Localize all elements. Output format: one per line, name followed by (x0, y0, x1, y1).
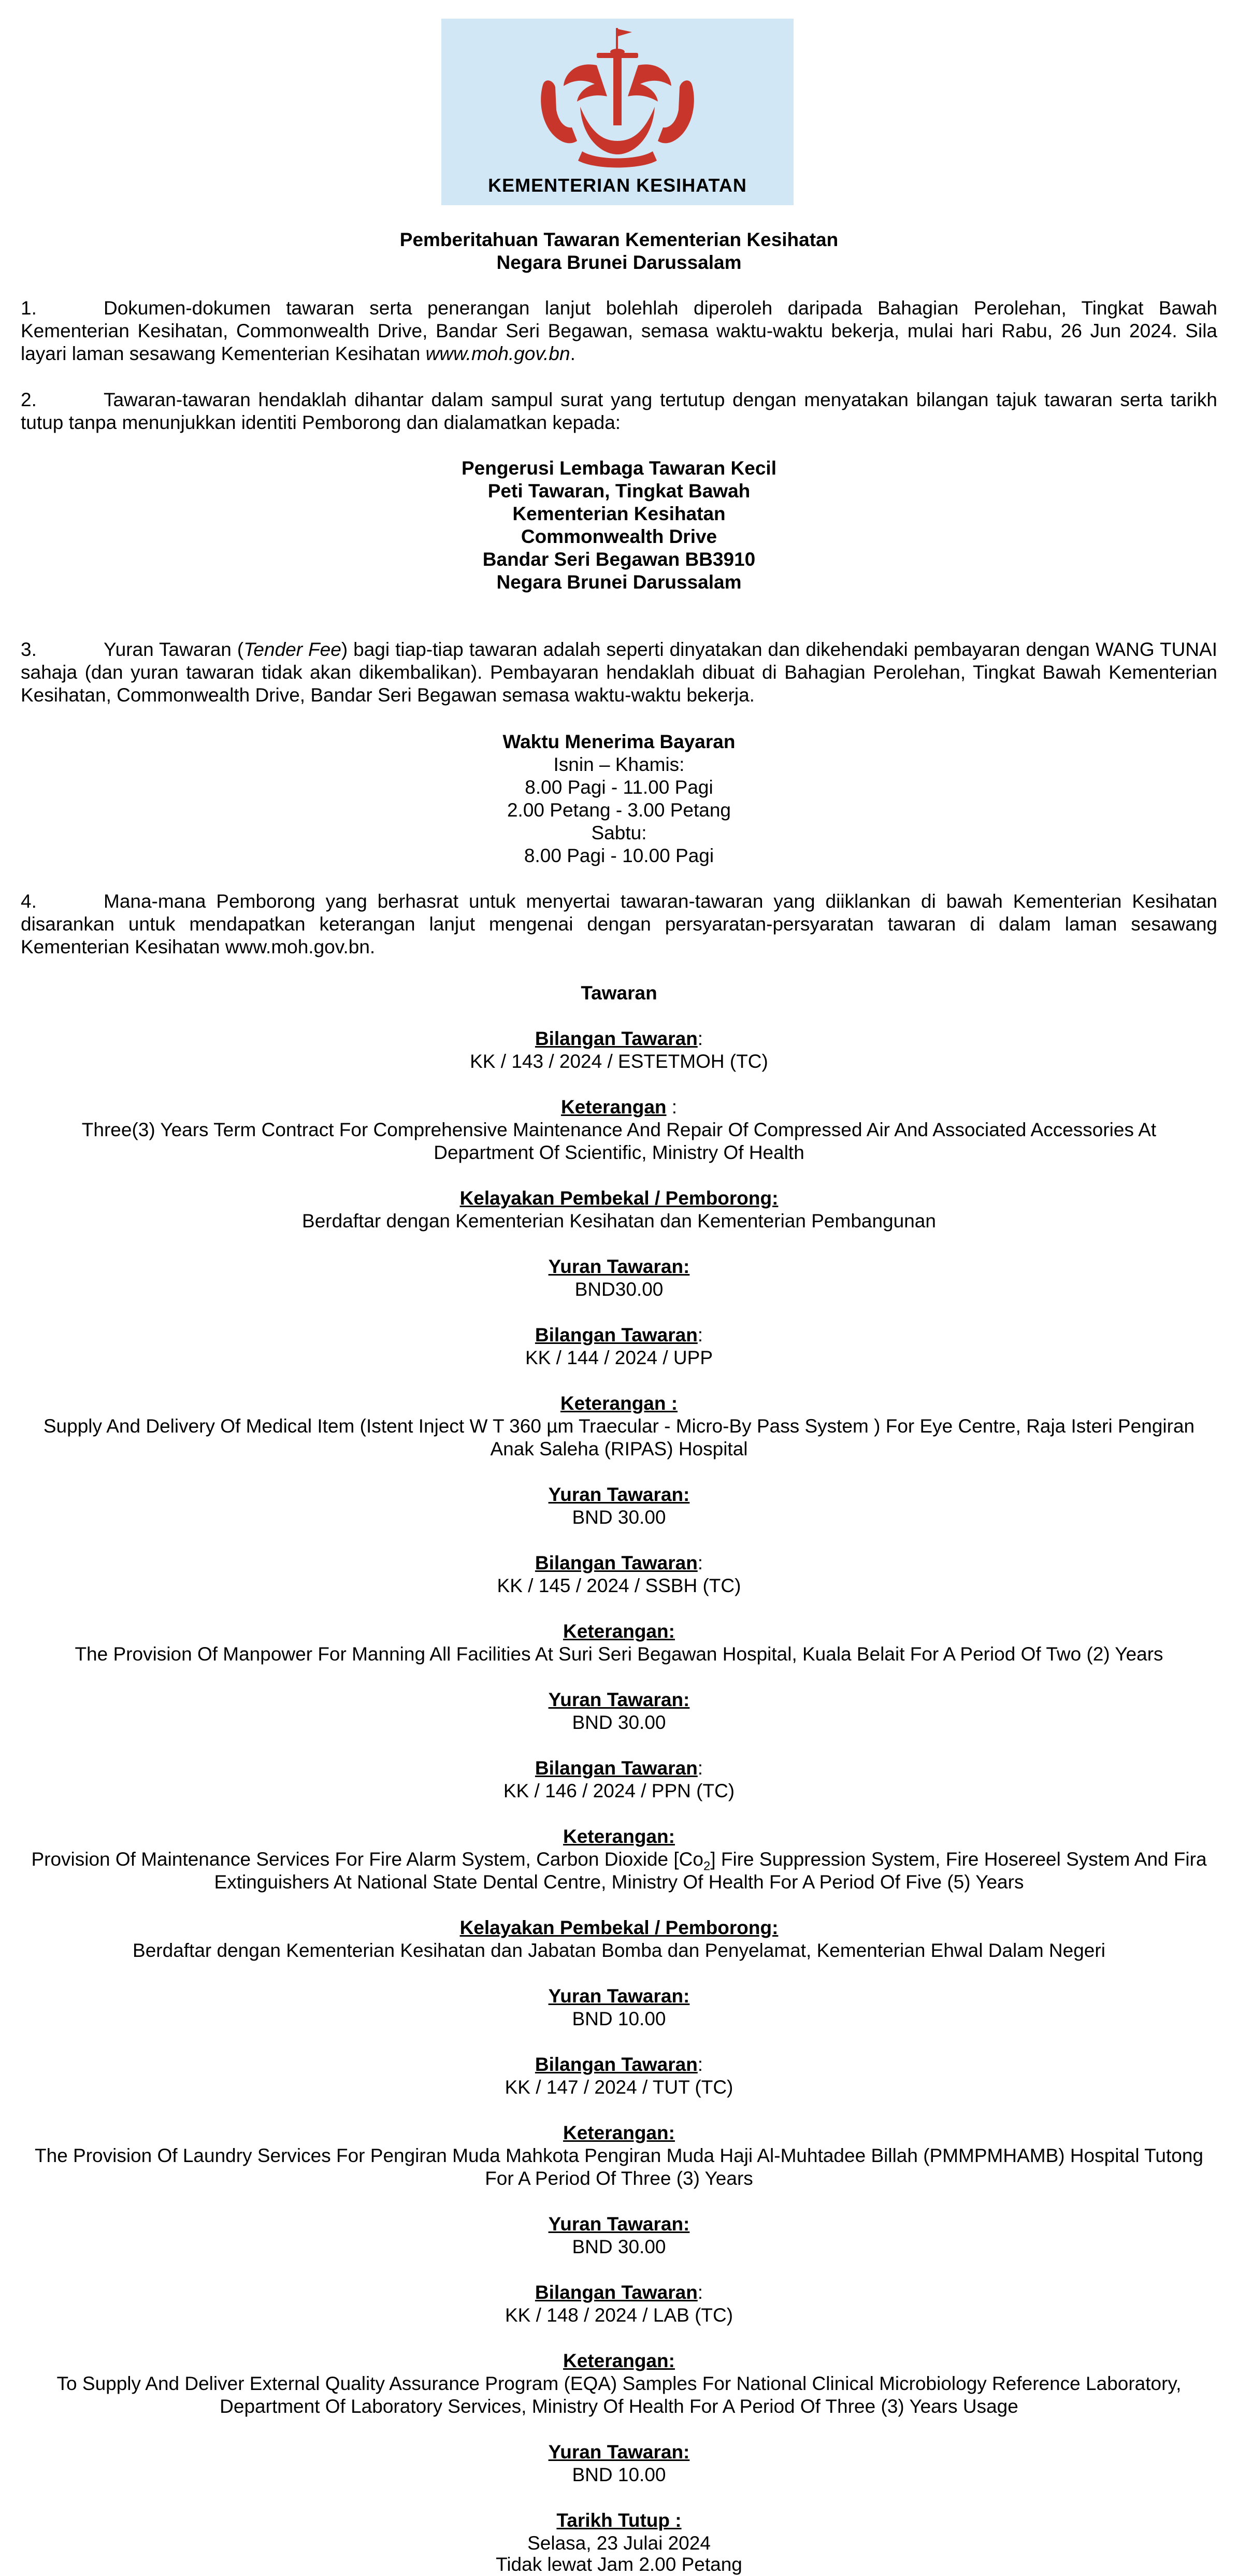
closing-date-label: Tarikh Tutup : (556, 2510, 682, 2531)
paragraph-1-end: . (570, 343, 575, 364)
paragraph-2 (21, 389, 1217, 434)
tender-number-label: Bilangan Tawaran: (535, 1757, 703, 1779)
tender-fee-label: Yuran Tawaran: (548, 2441, 690, 2463)
tender-fee: BND 30.00 (572, 1712, 666, 1733)
address-line: Negara Brunei Darussalam (496, 571, 742, 593)
payment-hours-line: 8.00 Pagi - 10.00 Pagi (524, 845, 714, 866)
tender-description-label: Keterangan: (563, 1826, 675, 1847)
payment-hours-line: 2.00 Petang - 3.00 Petang (507, 799, 731, 821)
address-line: Commonwealth Drive (521, 526, 717, 547)
paragraph-2-number: 2. (21, 389, 37, 410)
tender-fee-label: Yuran Tawaran: (548, 1985, 690, 2007)
paragraph-3-text-a: Yuran Tawaran ( (104, 639, 244, 660)
tender-eligibility: Berdaftar dengan Kementerian Kesihatan dan Jabatan Bomba dan Penyelamat, Kementerian Ehwal Dalam Negeri (133, 1940, 1105, 1961)
notice-title-line2: Negara Brunei Darussalam (496, 252, 742, 273)
tender-description-label: Keterangan : (560, 1096, 678, 1118)
tender-fee: BND 10.00 (572, 2464, 666, 2485)
paragraph-4-number: 4. (21, 891, 37, 912)
tender-description-label: Keterangan : (560, 1393, 678, 1414)
tender-number-label: Bilangan Tawaran: (535, 1028, 703, 1049)
address-line: Kementerian Kesihatan (512, 503, 726, 524)
paragraph-1-number: 1. (21, 297, 37, 319)
tender-number: KK / 146 / 2024 / PPN (TC) (503, 1780, 735, 1801)
address-line: Bandar Seri Begawan BB3910 (482, 549, 756, 570)
tender-description-label: Keterangan: (563, 2122, 675, 2143)
tender-description-label: Keterangan: (563, 2350, 675, 2371)
tender-eligibility-label: Kelayakan Pembekal / Pemborong: (459, 1187, 779, 1209)
tender-fee-term: Tender Fee (243, 639, 341, 660)
address-line: Peti Tawaran, Tingkat Bawah (487, 480, 751, 502)
tender-fee-label: Yuran Tawaran: (548, 2213, 690, 2235)
payment-hours-line: 8.00 Pagi - 11.00 Pagi (525, 777, 713, 798)
tender-number-label: Bilangan Tawaran: (535, 1324, 703, 1346)
paragraph-3 (21, 638, 1217, 707)
paragraph-1-text: Dokumen-dokumen tawaran serta penerangan lanjut bolehlah diperoleh daripada Bahagian Perolehan, Tingkat Bawah Kementerian Kesihatan, Commonwealth Drive, Bandar Seri Begawan, semasa waktu-waktu bekerja, mulai hari Rabu, 26 Jun 2024. Sila layari laman sesawang Kementerian Kesihatan (21, 297, 1217, 364)
payment-hours-line: Isnin – Khamis: (553, 754, 685, 775)
paragraph-4-text: Mana-mana Pemborong yang berhasrat untuk menyertai tawaran-tawaran yang diiklankan di bawah Kementerian Kesihatan disarankan untuk mendapatkan keterangan lanjut mengenai dengan persyaratan-persyaratan tawaran di dalam laman sesawang Kementerian Kesihatan www.moh.gov.bn. (21, 891, 1217, 957)
closing-time: Tidak lewat Jam 2.00 Petang (496, 2554, 742, 2575)
tender-number: KK / 148 / 2024 / LAB (TC) (505, 2305, 733, 2326)
tender-number: KK / 144 / 2024 / UPP (525, 1347, 713, 1368)
tender-number-label: Bilangan Tawaran: (535, 1552, 703, 1573)
notice-title-line1: Pemberitahuan Tawaran Kementerian Kesihatan (399, 229, 839, 250)
ministry-logo-text: KEMENTERIAN KESIHATAN (488, 175, 747, 196)
tender-fee-label: Yuran Tawaran: (548, 1256, 690, 1277)
tender-number-label: Bilangan Tawaran: (535, 2054, 703, 2075)
closing-date: Selasa, 23 Julai 2024 (527, 2532, 711, 2554)
paragraph-4 (21, 890, 1217, 958)
tender-description-label: Keterangan: (563, 1621, 675, 1642)
tender-fee: BND 30.00 (572, 1507, 666, 1528)
tender-description: To Supply And Deliver External Quality Assurance Program (EQA) Samples For National Clinical Microbiology Reference Laboratory, Department Of Laboratory Services, Ministry Of Health For A Period Of Three (3) Years Usage (56, 2373, 1182, 2417)
tender-fee: BND30.00 (574, 1279, 664, 1300)
tender-fee: BND 30.00 (572, 2236, 666, 2257)
tender-eligibility: Berdaftar dengan Kementerian Kesihatan dan Kementerian Pembangunan (302, 1210, 936, 1232)
tender-description: Provision Of Maintenance Services For Fire Alarm System, Carbon Dioxide $[Co_2]$ Fire Suppression System, Fire Hosereel System And Fira Extinguishers At National State Dental Centre, Ministry Of Health For A Period Of Five (5) Years (31, 1849, 1207, 1893)
address-line: Pengerusi Lembaga Tawaran Kecil (462, 457, 776, 479)
tender-description: Three(3) Years Term Contract For Comprehensive Maintenance And Repair Of Compressed Air And Associated Accessories At Department Of Scientific, Ministry Of Health (81, 1119, 1157, 1163)
tender-number-label: Bilangan Tawaran: (535, 2282, 703, 2303)
tenders-heading: Tawaran (581, 982, 657, 1004)
tender-fee-label: Yuran Tawaran: (548, 1484, 690, 1505)
paragraph-1 (21, 297, 1217, 365)
payment-hours-line: Sabtu: (591, 822, 647, 843)
tender-number: KK / 145 / 2024 / SSBH (TC) (497, 1575, 741, 1596)
tender-description: The Provision Of Manpower For Manning All Facilities At Suri Seri Begawan Hospital, Kuala Belait For A Period Of Two (2) Years (75, 1643, 1163, 1665)
tender-fee-label: Yuran Tawaran: (548, 1689, 690, 1710)
tender-eligibility-label: Kelayakan Pembekal / Pemborong: (459, 1917, 779, 1938)
paragraph-2-text: Tawaran-tawaran hendaklah dihantar dalam sampul surat yang tertutup dengan menyatakan bilangan tajuk tawaran serta tarikh tutup tanpa menunjukkan identiti Pemborong dan dialamatkan kepada: (21, 389, 1217, 433)
ministry-logo (441, 19, 794, 205)
payment-hours-heading: Waktu Menerima Bayaran (502, 731, 736, 752)
tender-number: KK / 143 / 2024 / ESTETMOH (TC) (470, 1051, 768, 1072)
tender-description: Supply And Delivery Of Medical Item (Istent Inject W T 360 µm Traecular - Micro-By Pass System ) For Eye Centre, Raja Isteri Pengiran Anak Saleha (RIPAS) Hospital (43, 1415, 1195, 1459)
tender-fee: BND 10.00 (572, 2008, 666, 2029)
tender-number: KK / 147 / 2024 / TUT (TC) (505, 2077, 733, 2098)
tender-description: The Provision Of Laundry Services For Pengiran Muda Mahkota Pengiran Muda Haji Al-Muhtadee Billah (PMMPMHAMB) Hospital Tutong For A Period Of Three (3) Years (35, 2145, 1203, 2189)
moh-website-link[interactable]: www.moh.gov.bn (425, 343, 570, 364)
paragraph-3-text-b: ) bagi tiap-tiap tawaran adalah seperti dinyatakan dan dikehendaki pembayaran dengan WANG TUNAI sahaja (dan yuran tawaran tidak akan dikembalikan). Pembayaran hendaklah dibuat di Bahagian Perolehan, Tingkat Bawah Kementerian Kesihatan, Commonwealth Drive, Bandar Seri Begawan semasa waktu-waktu bekerja. (21, 639, 1218, 706)
paragraph-3-number: 3. (21, 639, 37, 660)
